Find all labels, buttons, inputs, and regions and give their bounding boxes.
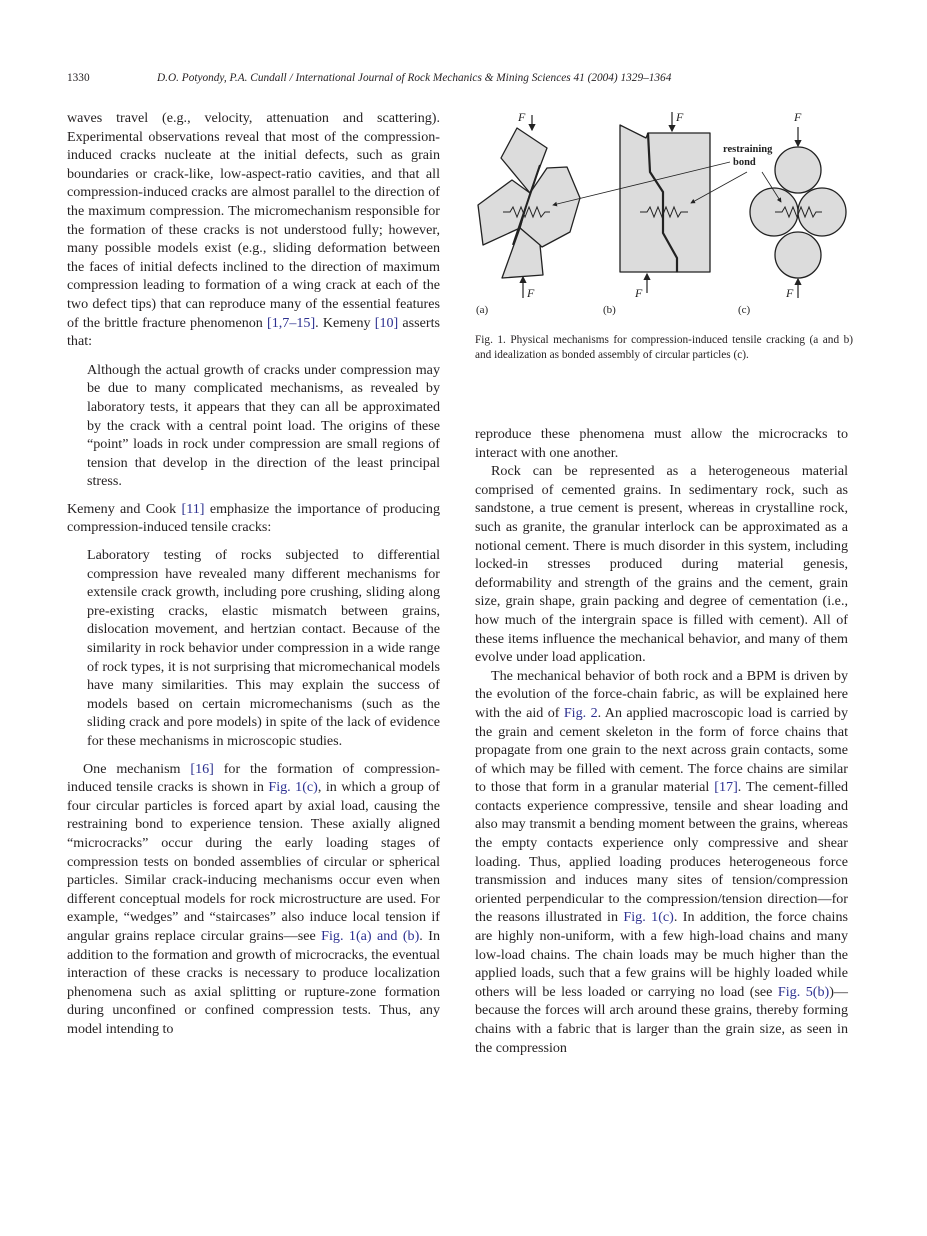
paragraph bbox=[67, 500, 440, 537]
mechanism-diagram bbox=[470, 105, 860, 330]
text: Kemeny and Cook bbox=[67, 500, 182, 517]
block-quote: Laboratory testing of rocks subjected to differential compression have revealed many different mechanisms for extensile crack growth, including pore crushing, sliding along pre-existing cracks, elastic mismatch between grains, dislocation movement, and hertzian contact. Because of the similarity in rock behavior under compression in a wide range of rock types, it is not surprising that micromechanical models have many similarities. This may explain the success of models based on certain micromechanisms (such as the sliding crack and pore models) in spite of the lack of evidence for these mechanisms in microscopic studies. bbox=[87, 547, 440, 749]
panel-label-a: (a) bbox=[476, 304, 489, 316]
figure-link[interactable]: Fig. 5(b) bbox=[777, 983, 830, 1000]
citation-link[interactable]: [17] bbox=[714, 779, 738, 796]
force-label: F bbox=[786, 286, 794, 300]
figure-link[interactable]: Fig. 1(c) bbox=[268, 779, 318, 796]
text: . The cement-filled contacts experience compressive, tensile and shear loading and also may transmit a bending moment between the grains, whereas the empty contacts experience only compressive and shear loading. Thus, applied loading produces heterogeneous force transmission and induces many sites of tension/compression oriented perpendicular to the compression/tension direction—for the reasons illustrated in bbox=[475, 779, 848, 926]
block-quote: Although the actual growth of cracks under compression may be due to many complicated mechanisms, as revealed by laboratory tests, it appears that they can all be approximated by the crack with a central point load. The origins of these “point” loads in rock under compression are small regions of tension that develop in the direction of the least principal stress. bbox=[87, 361, 440, 490]
text: One mechanism bbox=[83, 760, 191, 777]
text: The mechanical behavior of both rock and a BPM is driven by the evolution of the force-chain fabric, as will be explained here with the aid of bbox=[475, 667, 848, 721]
text: waves travel (e.g., velocity, attenuation and scattering). Experimental observations reveal that most of the compression-induced cracks nucleate at the initial defects, such as grain boundaries or crack-like, low-aspect-ratio cavities, and that all compression-induced cracks are almost parallel to the direction of the maximum compression. The micromechanism responsible for the formation of these cracks is not understood fully; however, many possible models exist (e.g., sliding deformation between the faces of initial defects inclined to the direction of maximum compression leading to formation of a wing crack at each of the two defect tips) that can reproduce many of the essential features of the brittle fracture phenomenon bbox=[67, 110, 440, 331]
left-column bbox=[67, 109, 440, 1039]
paragraph bbox=[67, 760, 440, 1039]
text: , in which a group of four circular particles is forced apart by axial load, causing the restraining bond to experience tension. These axially aligned “microcracks” occur during the early loading stages of compression tests on bonded assemblies of circular or spherical particles. Similar crack-inducing mechanisms occur even when different conceptual models for rock microstructure are used. For example, “wedges” and “staircases” also induce local tension if angular grains replace circular grains—see bbox=[67, 779, 440, 944]
citation-link[interactable]: [1,7–15] bbox=[267, 314, 316, 331]
text: . In addition, the force chains are highly non-uniform, with a few high-load chains and many low-load chains. The chain loads may be much higher than the applied loads, such that a few grains will be highly loaded while others will be less loaded or carrying no load (see bbox=[475, 909, 848, 1000]
figure-link[interactable]: Fig. 2 bbox=[563, 704, 598, 721]
restraining-bond-label: restraining bbox=[723, 144, 773, 155]
paragraph: Rock can be represented as a heterogeneous material comprised of cemented grains. In sedimentary rock, such as sandstone, a true cement is present, whereas in crystalline rock, such as granite, the granular interlock can be approximated as a notional cement. There is much disorder in this system, including locked-in stresses produced during material genesis, deformability and strength of the grains and the cement, grain size, grain shape, grain packing and degree of cementation (i.e., how much of the intergrain space is filled with cement). All of these items influence the mechanical behavior, and many of them evolve under load application. bbox=[475, 463, 848, 666]
paragraph bbox=[475, 667, 848, 1057]
force-label: F bbox=[635, 286, 643, 300]
citation-link[interactable]: [16] bbox=[190, 760, 214, 777]
text: . Kemeny bbox=[315, 314, 375, 331]
restraining-bond-label: bond bbox=[733, 157, 756, 168]
figure-link[interactable]: Fig. 1(c) bbox=[623, 909, 674, 926]
force-label: F bbox=[518, 110, 526, 124]
citation-link[interactable]: [10] bbox=[374, 314, 399, 331]
text: for the formation of compression-induced tensile cracks is shown in bbox=[67, 760, 440, 796]
force-label: F bbox=[794, 110, 802, 124]
figure-1 bbox=[470, 105, 860, 330]
text: emphasize the importance of producing compression-induced tensile cracks: bbox=[67, 500, 440, 536]
citation-link[interactable]: [11] bbox=[181, 500, 205, 517]
panel-b-blocks bbox=[620, 125, 710, 272]
paragraph bbox=[67, 109, 440, 351]
text: )—because the forces will arch around these grains, thereby forming chains with a fabric that is larger than the grain size, as seen in the compression bbox=[475, 983, 849, 1056]
page-number: 1330 bbox=[67, 72, 90, 84]
text: . An applied macroscopic load is carried by the grain and cement skeleton in the form of force chains that propagate from one grain to the next across grain contacts, some of which may be filled with cement. The force chains are similar to those that form in a granular material bbox=[475, 704, 848, 796]
panel-c-particles bbox=[750, 147, 846, 278]
panel-label-b: (b) bbox=[603, 304, 616, 316]
figure-caption: Fig. 1. Physical mechanisms for compression-induced tensile cracking (a and b) and idealization as bonded assembly of circular particles (c). bbox=[475, 334, 853, 362]
right-column bbox=[475, 425, 848, 1057]
panel-a-grains bbox=[478, 128, 580, 278]
figure-link[interactable]: Fig. 1(a) and (b) bbox=[321, 927, 420, 944]
text: asserts that: bbox=[67, 314, 440, 350]
panel-label-c: (c) bbox=[738, 304, 751, 316]
paragraph: reproduce these phenomena must allow the microcracks to interact with one another. bbox=[475, 426, 848, 461]
text: . In addition to the formation and growth of microcracks, the eventual interaction of these cracks is necessary to produce localization phenomena such as axial splitting or rupture-zone formation during unconfined or confined compression tests. Thus, any model intending to bbox=[67, 927, 440, 1037]
force-label: F bbox=[527, 286, 535, 300]
force-label: F bbox=[676, 110, 684, 124]
journal-citation-line: D.O. Potyondy, P.A. Cundall / International Journal of Rock Mechanics & Mining Sciences 41 (2004) 1329–1364 bbox=[157, 72, 672, 84]
